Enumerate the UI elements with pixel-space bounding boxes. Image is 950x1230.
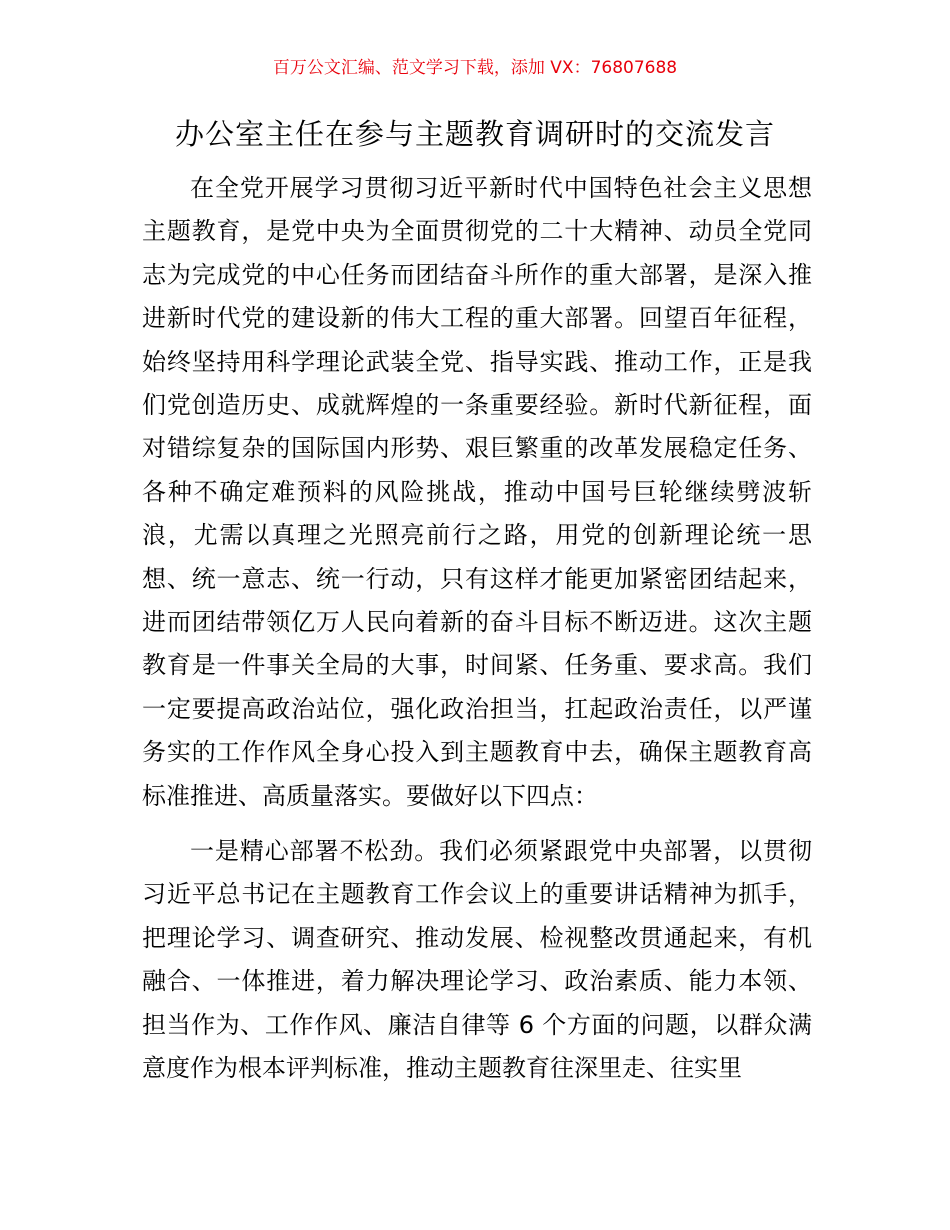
header-advert-note: 百万公文汇编、范文学习下载，添加 VX：76807688 bbox=[272, 58, 678, 78]
document-title: 办公室主任在参与主题教育调研时的交流发言 bbox=[174, 117, 775, 151]
body-paragraph-intro: 在全党开展学习贯彻习近平新时代中国特色社会主义思想主题教育，是党中央为全面贯彻党的二十大精神、动员全党同志为完成党的中心任务而团结奋斗所作的重大部署，是深入推进新时代党的建设新的伟大工程的重大部署。回望百年征程，始终坚持用科学理论武装全党、指导实践、推动工作，正是我们党创造历史、成就辉煌的一条重要经验。新时代新征程，面对错综复杂的国际国内形势、艰巨繁重的改革发展稳定任务、各种不确定难预料的风险挑战，推动中国号巨轮继续劈波斩浪，尤需以真理之光照亮前行之路，用党的创新理论统一思想、统一意志、统一行动，只有这样才能更加紧密团结起来，进而团结带领亿万人民向着新的奋斗目标不断迈进。这次主题教育是一件事关全局的大事，时间紧、任务重、要求高。我们一定要提高政治站位，强化政治担当，扛起政治责任，以严谨务实的工作作风全身心投入到主题教育中去，确保主题教育高标准推进、高质量落实。要做好以下四点： bbox=[142, 174, 812, 810]
body-paragraph-point-one: 一是精心部署不松劲。我们必须紧跟党中央部署，以贯彻习近平总书记在主题教育工作会议上的重要讲话精神为抓手，把理论学习、调查研究、推动发展、检视整改贯通起来，有机融合、一体推进，着力解决理论学习、政治素质、能力本领、担当作为、工作作风、廉洁自律等 6 个方面的问题，以群众满意度作为根本评判标准，推动主题教育往深里走、往实里 bbox=[142, 837, 812, 1083]
